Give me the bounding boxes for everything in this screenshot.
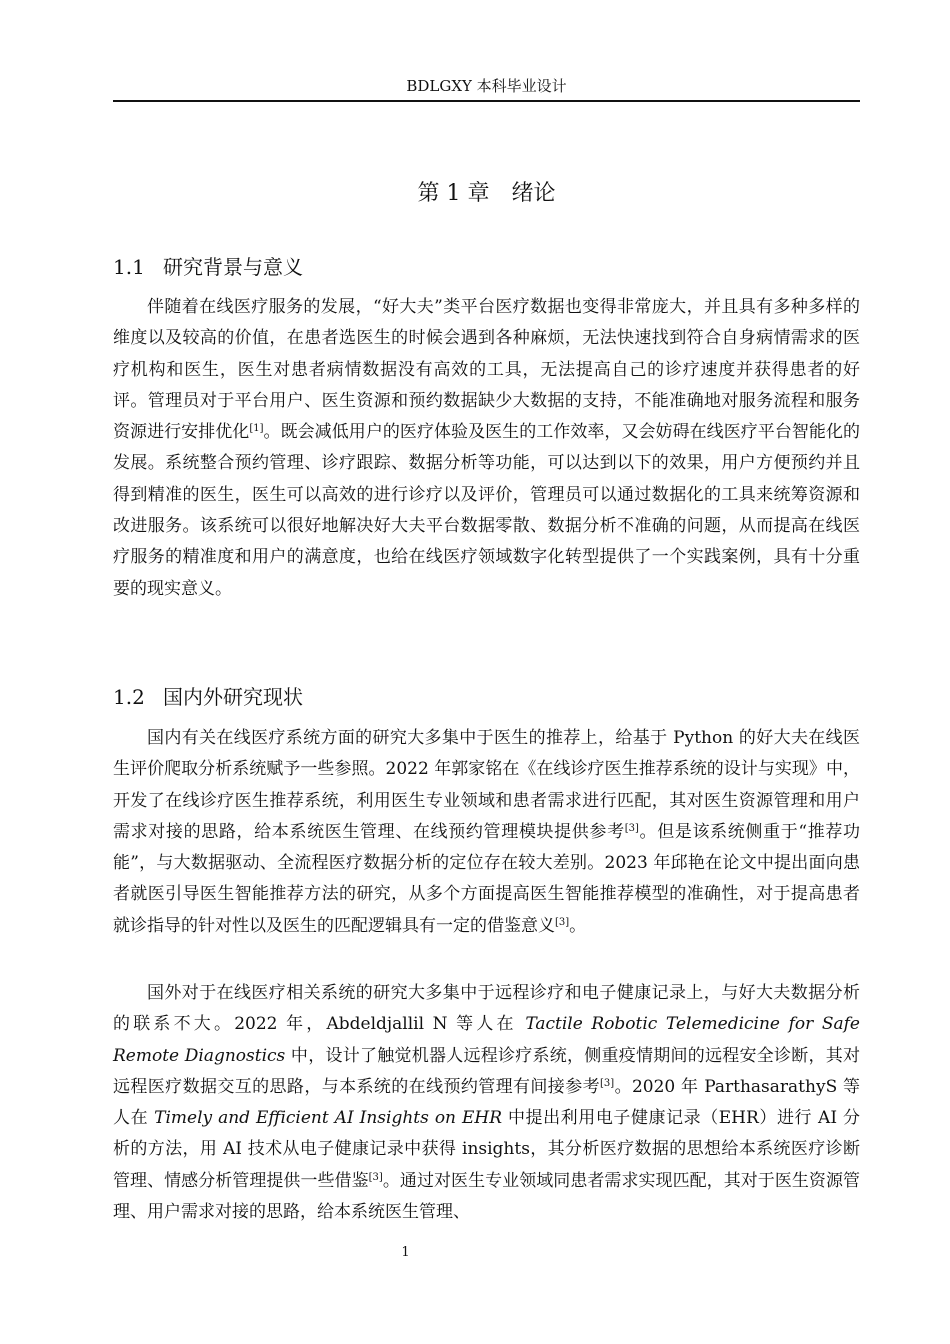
- paper-title: Timely and Efficient AI Insights on EHR: [154, 1108, 503, 1129]
- paragraph-text: 。通过对医生专业领域同患者需求实现匹配，其对于医生资源管理、用户需求对接的思路，给本系统医生管理、: [113, 1170, 861, 1223]
- chapter-title: [113, 178, 860, 210]
- section-number: 1.1: [113, 255, 145, 279]
- citation-ref: [3]: [555, 916, 570, 928]
- paragraph-background: [113, 292, 860, 605]
- paragraph-text: 。2020 年 ParthasarathyS 等人在: [113, 1076, 861, 1129]
- section-heading-1-2: [113, 682, 303, 712]
- paragraph-domestic-research: [113, 723, 860, 942]
- paragraph-text: 中提出利用电子健康记录（EHR）进行 AI 分析的方法，用 AI 技术从电子健康记录中获得 insights，其分析医疗数据的思想给本系统医疗诊断管理、情感分析管理提供一些借鉴: [113, 1108, 861, 1191]
- chapter-number: 第 1 章: [417, 181, 490, 206]
- section-number: 1.2: [113, 685, 145, 709]
- paragraph-text: 。既会减低用户的医疗体验及医生的工作效率，又会妨碍在线医疗平台智能化的发展。系统整合预约管理、诊疗跟踪、数据分析等功能，可以达到以下的效果，用户方便预约并且得到精准的医生，医生可以高效的进行诊疗以及评价，管理员可以通过数据化的工具来统筹资源和改进服务。该系统可以很好地解决好大夫平台数据零散、数据分析不准确的问题，从而提高在线医疗服务的精准度和用户的满意度，也给在线医疗领域数字化转型提供了一个实践案例，具有十分重要的现实意义。: [113, 422, 861, 599]
- paper-title: Tactile Robotic Telemedicine for Safe Remote Diagnostics: [113, 1014, 860, 1066]
- section-heading-1-1: [113, 252, 303, 282]
- section-title: 国内外研究现状: [163, 685, 303, 709]
- citation-ref: [3]: [624, 822, 639, 834]
- paragraph-text: 伴随着在线医疗服务的发展，“好大夫”类平台医疗数据也变得非常庞大，并且具有多种多样的维度以及较高的价值，在患者选医生的时候会遇到各种麻烦，无法快速找到符合自身病情需求的医疗机构和医生，医生对患者病情数据没有高效的工具，无法提高自己的诊疗速度并获得患者的好评。管理员对于平台用户、医生资源和预约数据缺少大数据的支持，不能准确地对服务流程和服务资源进行安排优化: [113, 297, 860, 443]
- paragraph-text: 国外对于在线医疗相关系统的研究大多集中于远程诊疗和电子健康记录上，与好大夫数据分析的联系不大。2022 年，Abdeldjallil N 等人在: [113, 983, 860, 1035]
- running-header: BDLGXY 本科毕业设计: [406, 77, 567, 95]
- chapter-name: 绪论: [511, 181, 556, 206]
- paragraph-text: 。: [569, 915, 587, 936]
- header-rule: [113, 100, 860, 102]
- citation-ref: [1]: [249, 423, 264, 435]
- page-number: 1: [401, 1245, 410, 1260]
- paragraph-text: 中，设计了触觉机器人远程诊疗系统，侧重疫情期间的远程安全诊断，其对远程医疗数据交互的思路，与本系统的在线预约管理有间接参考: [113, 1045, 860, 1097]
- citation-ref: [3]: [600, 1077, 615, 1089]
- paragraph-text: 。但是该系统侧重于“推荐功能”，与大数据驱动、全流程医疗数据分析的定位存在较大差别。2023 年邱艳在论文中提出面向患者就医引导医生智能推荐方法的研究，从多个方面提高医生智能推荐模型的准确性，对于提高患者就诊指导的针对性以及医生的匹配逻辑具有一定的借鉴意义: [113, 821, 860, 936]
- paragraph-foreign-research: [113, 978, 860, 1228]
- citation-ref: [3]: [368, 1171, 383, 1183]
- section-title: 研究背景与意义: [163, 255, 303, 279]
- paragraph-text: 国内有关在线医疗系统方面的研究大多集中于医生的推荐上，给基于 Python 的好大夫在线医生评价爬取分析系统赋予一些参照。2022 年郭家铭在《在线诊疗医生推荐系统的设计与实现》中，开发了在线诊疗医生推荐系统，利用医生专业领域和患者需求进行匹配，其对医生资源管理和用户需求对接的思路，给本系统医生管理、在线预约管理模块提供参考: [113, 728, 860, 842]
